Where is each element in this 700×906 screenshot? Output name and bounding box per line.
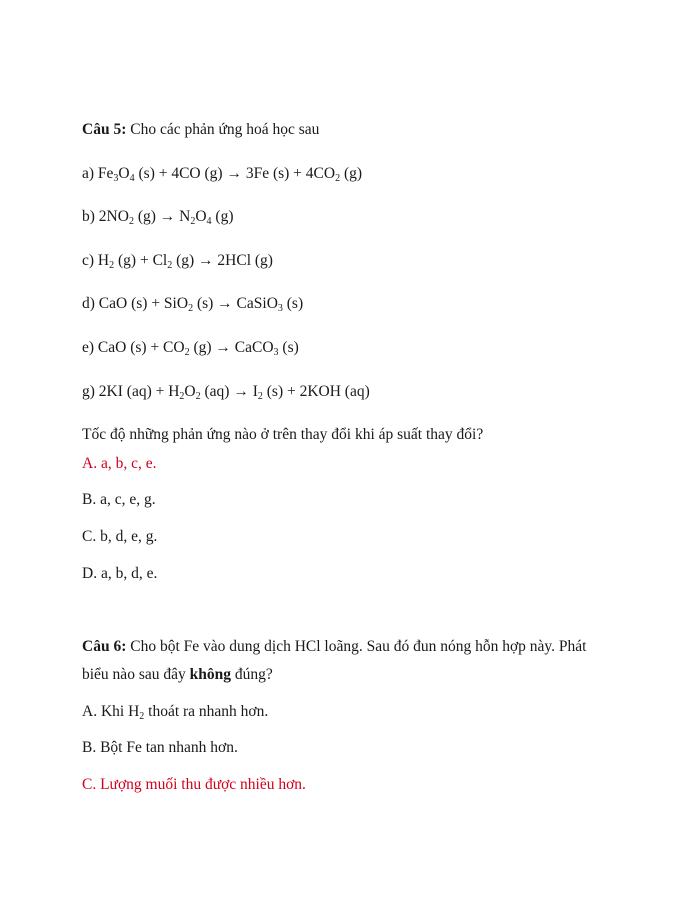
reaction-text: (s) xyxy=(278,339,299,356)
reaction-letter: e) xyxy=(82,339,95,356)
reaction-text: (g) + Cl xyxy=(114,252,168,269)
reaction-a xyxy=(82,164,362,184)
reaction-text: (s) + 2KOH (aq) xyxy=(262,383,370,400)
subscript: 4 xyxy=(206,216,212,227)
q6-option-c: C. Lượng muối thu được nhiều hơn. xyxy=(82,776,306,793)
reaction-letter: a) xyxy=(82,165,95,182)
reaction-text: O xyxy=(184,383,196,400)
q5-intro: Cho các phản ứng hoá học sau xyxy=(126,121,320,138)
q6-text: biểu nào sau đây xyxy=(82,666,190,683)
q5-option-c: C. b, d, e, g. xyxy=(82,528,158,545)
reaction-text: (g) → CaCO xyxy=(189,339,274,356)
subscript: 2 xyxy=(188,303,194,314)
reaction-text: (g) xyxy=(340,165,363,182)
subscript: 2 xyxy=(167,260,173,271)
q6-text: đúng? xyxy=(230,666,273,683)
q5-heading xyxy=(82,120,319,140)
reaction-text: 2NO xyxy=(94,208,129,225)
subscript: 2 xyxy=(184,347,190,358)
subscript: 2 xyxy=(128,216,134,227)
reaction-c xyxy=(82,251,273,271)
reaction-g xyxy=(82,382,370,402)
reaction-text: CaO (s) + SiO xyxy=(94,295,189,312)
subscript: 2 xyxy=(190,216,196,227)
reaction-text: 2KI (aq) + H xyxy=(94,383,180,400)
reaction-e xyxy=(82,338,299,358)
q6-label: Câu 6: xyxy=(82,638,127,655)
reaction-text: Fe xyxy=(94,165,114,182)
q6-bold-word: không xyxy=(189,666,231,683)
subscript: 2 xyxy=(179,391,185,402)
q6-option-text: thoát ra nhanh hơn. xyxy=(144,703,269,720)
subscript: 3 xyxy=(277,303,283,314)
reaction-text: (s) → CaSiO xyxy=(193,295,278,312)
q6-option-a xyxy=(82,702,268,722)
reaction-text: (g) → 2HCl (g) xyxy=(172,252,273,269)
q6-heading xyxy=(82,637,586,657)
q6-line2 xyxy=(82,665,273,685)
reaction-text: (s) + 4CO (g) → 3Fe (s) + 4CO xyxy=(134,165,336,182)
q6-line1: Cho bột Fe vào dung dịch HCl loãng. Sau đó đun nóng hỗn hợp này. Phát xyxy=(126,638,587,655)
q6-option-b: B. Bột Fe tan nhanh hơn. xyxy=(82,739,238,756)
q5-question: Tốc độ những phản ứng nào ở trên thay đổi khi áp suất thay đổi? xyxy=(82,426,484,443)
q5-option-a: A. a, b, c, e. xyxy=(82,455,157,472)
reaction-letter: b) xyxy=(82,208,95,225)
q5-option-d: D. a, b, d, e. xyxy=(82,565,158,582)
reaction-text: (g) → N xyxy=(133,208,191,225)
reaction-d xyxy=(82,294,303,314)
subscript: 2 xyxy=(139,711,145,722)
subscript: 3 xyxy=(273,347,279,358)
reaction-text: (s) xyxy=(282,295,304,312)
q6-option-text: A. Khi H xyxy=(82,703,140,720)
reaction-text: H xyxy=(94,252,110,269)
subscript: 2 xyxy=(257,391,263,402)
reaction-letter: d) xyxy=(82,295,95,312)
subscript: 2 xyxy=(109,260,115,271)
reaction-text: O xyxy=(195,208,207,225)
reaction-text: (g) xyxy=(211,208,234,225)
q5-option-b: B. a, c, e, g. xyxy=(82,491,156,508)
reaction-letter: c) xyxy=(82,252,95,269)
reaction-text: CaO (s) + CO xyxy=(94,339,185,356)
reaction-text: O xyxy=(118,165,130,182)
subscript: 3 xyxy=(113,173,119,184)
reaction-letter: g) xyxy=(82,383,95,400)
reaction-text: (aq) → I xyxy=(200,383,258,400)
reaction-b xyxy=(82,207,234,227)
subscript: 4 xyxy=(129,173,135,184)
q5-label: Câu 5: xyxy=(82,121,127,138)
subscript: 2 xyxy=(335,173,341,184)
subscript: 2 xyxy=(195,391,201,402)
